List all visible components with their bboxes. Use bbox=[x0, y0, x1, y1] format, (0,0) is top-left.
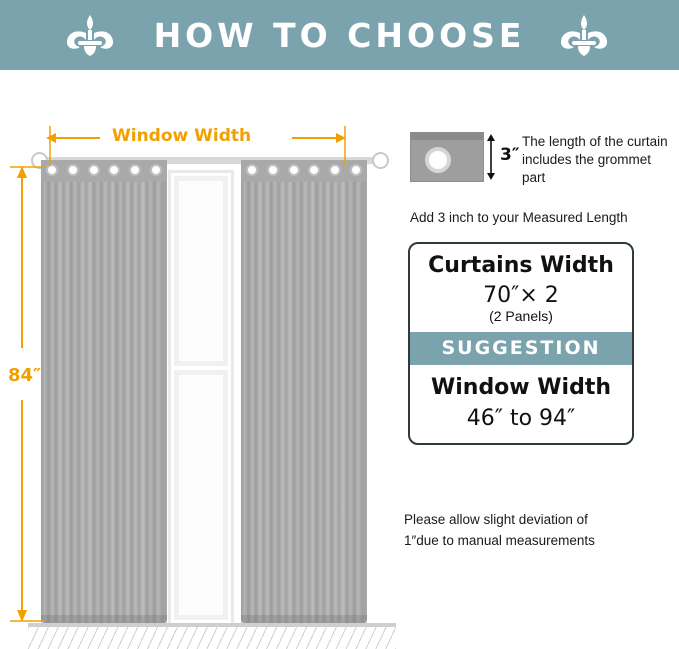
header-banner bbox=[0, 0, 679, 70]
curtain-height-label: 84″ bbox=[8, 365, 42, 386]
curtains-width-value: 70″× 2 bbox=[483, 283, 559, 308]
curtains-width-title: Curtains Width bbox=[428, 253, 614, 278]
window-width-label: Window Width bbox=[112, 126, 252, 146]
deviation-line-2: 1″due to manual measurements bbox=[404, 532, 595, 548]
curtains-width-sub: (2 Panels) bbox=[489, 308, 553, 324]
deviation-line-1: Please allow slight deviation of bbox=[404, 512, 588, 527]
fleur-de-lis-icon bbox=[62, 13, 118, 57]
window-width-title: Window Width bbox=[430, 375, 612, 400]
deviation-note bbox=[404, 510, 676, 552]
page-title: HOW TO CHOOSE bbox=[153, 15, 526, 55]
info-panel bbox=[400, 70, 679, 636]
fleur-de-lis-icon bbox=[556, 13, 612, 57]
suggestion-box bbox=[408, 242, 634, 445]
measurement-guides bbox=[0, 70, 400, 636]
add-length-note: Add 3 inch to your Measured Length bbox=[410, 210, 628, 225]
grommet-ring-icon bbox=[425, 147, 451, 173]
grommet-dimension bbox=[484, 132, 518, 182]
grommet-note bbox=[410, 132, 678, 186]
suggestion-band: SUGGESTION bbox=[410, 332, 632, 365]
curtain-diagram bbox=[0, 70, 400, 636]
grommet-fabric-band bbox=[411, 133, 483, 140]
grommet-closeup-image bbox=[410, 132, 484, 182]
window-width-value: 46″ to 94″ bbox=[466, 406, 576, 431]
grommet-dimension-label: 3″ bbox=[500, 145, 520, 165]
grommet-note-text: The length of the curtain includes the grommet part bbox=[522, 134, 668, 185]
